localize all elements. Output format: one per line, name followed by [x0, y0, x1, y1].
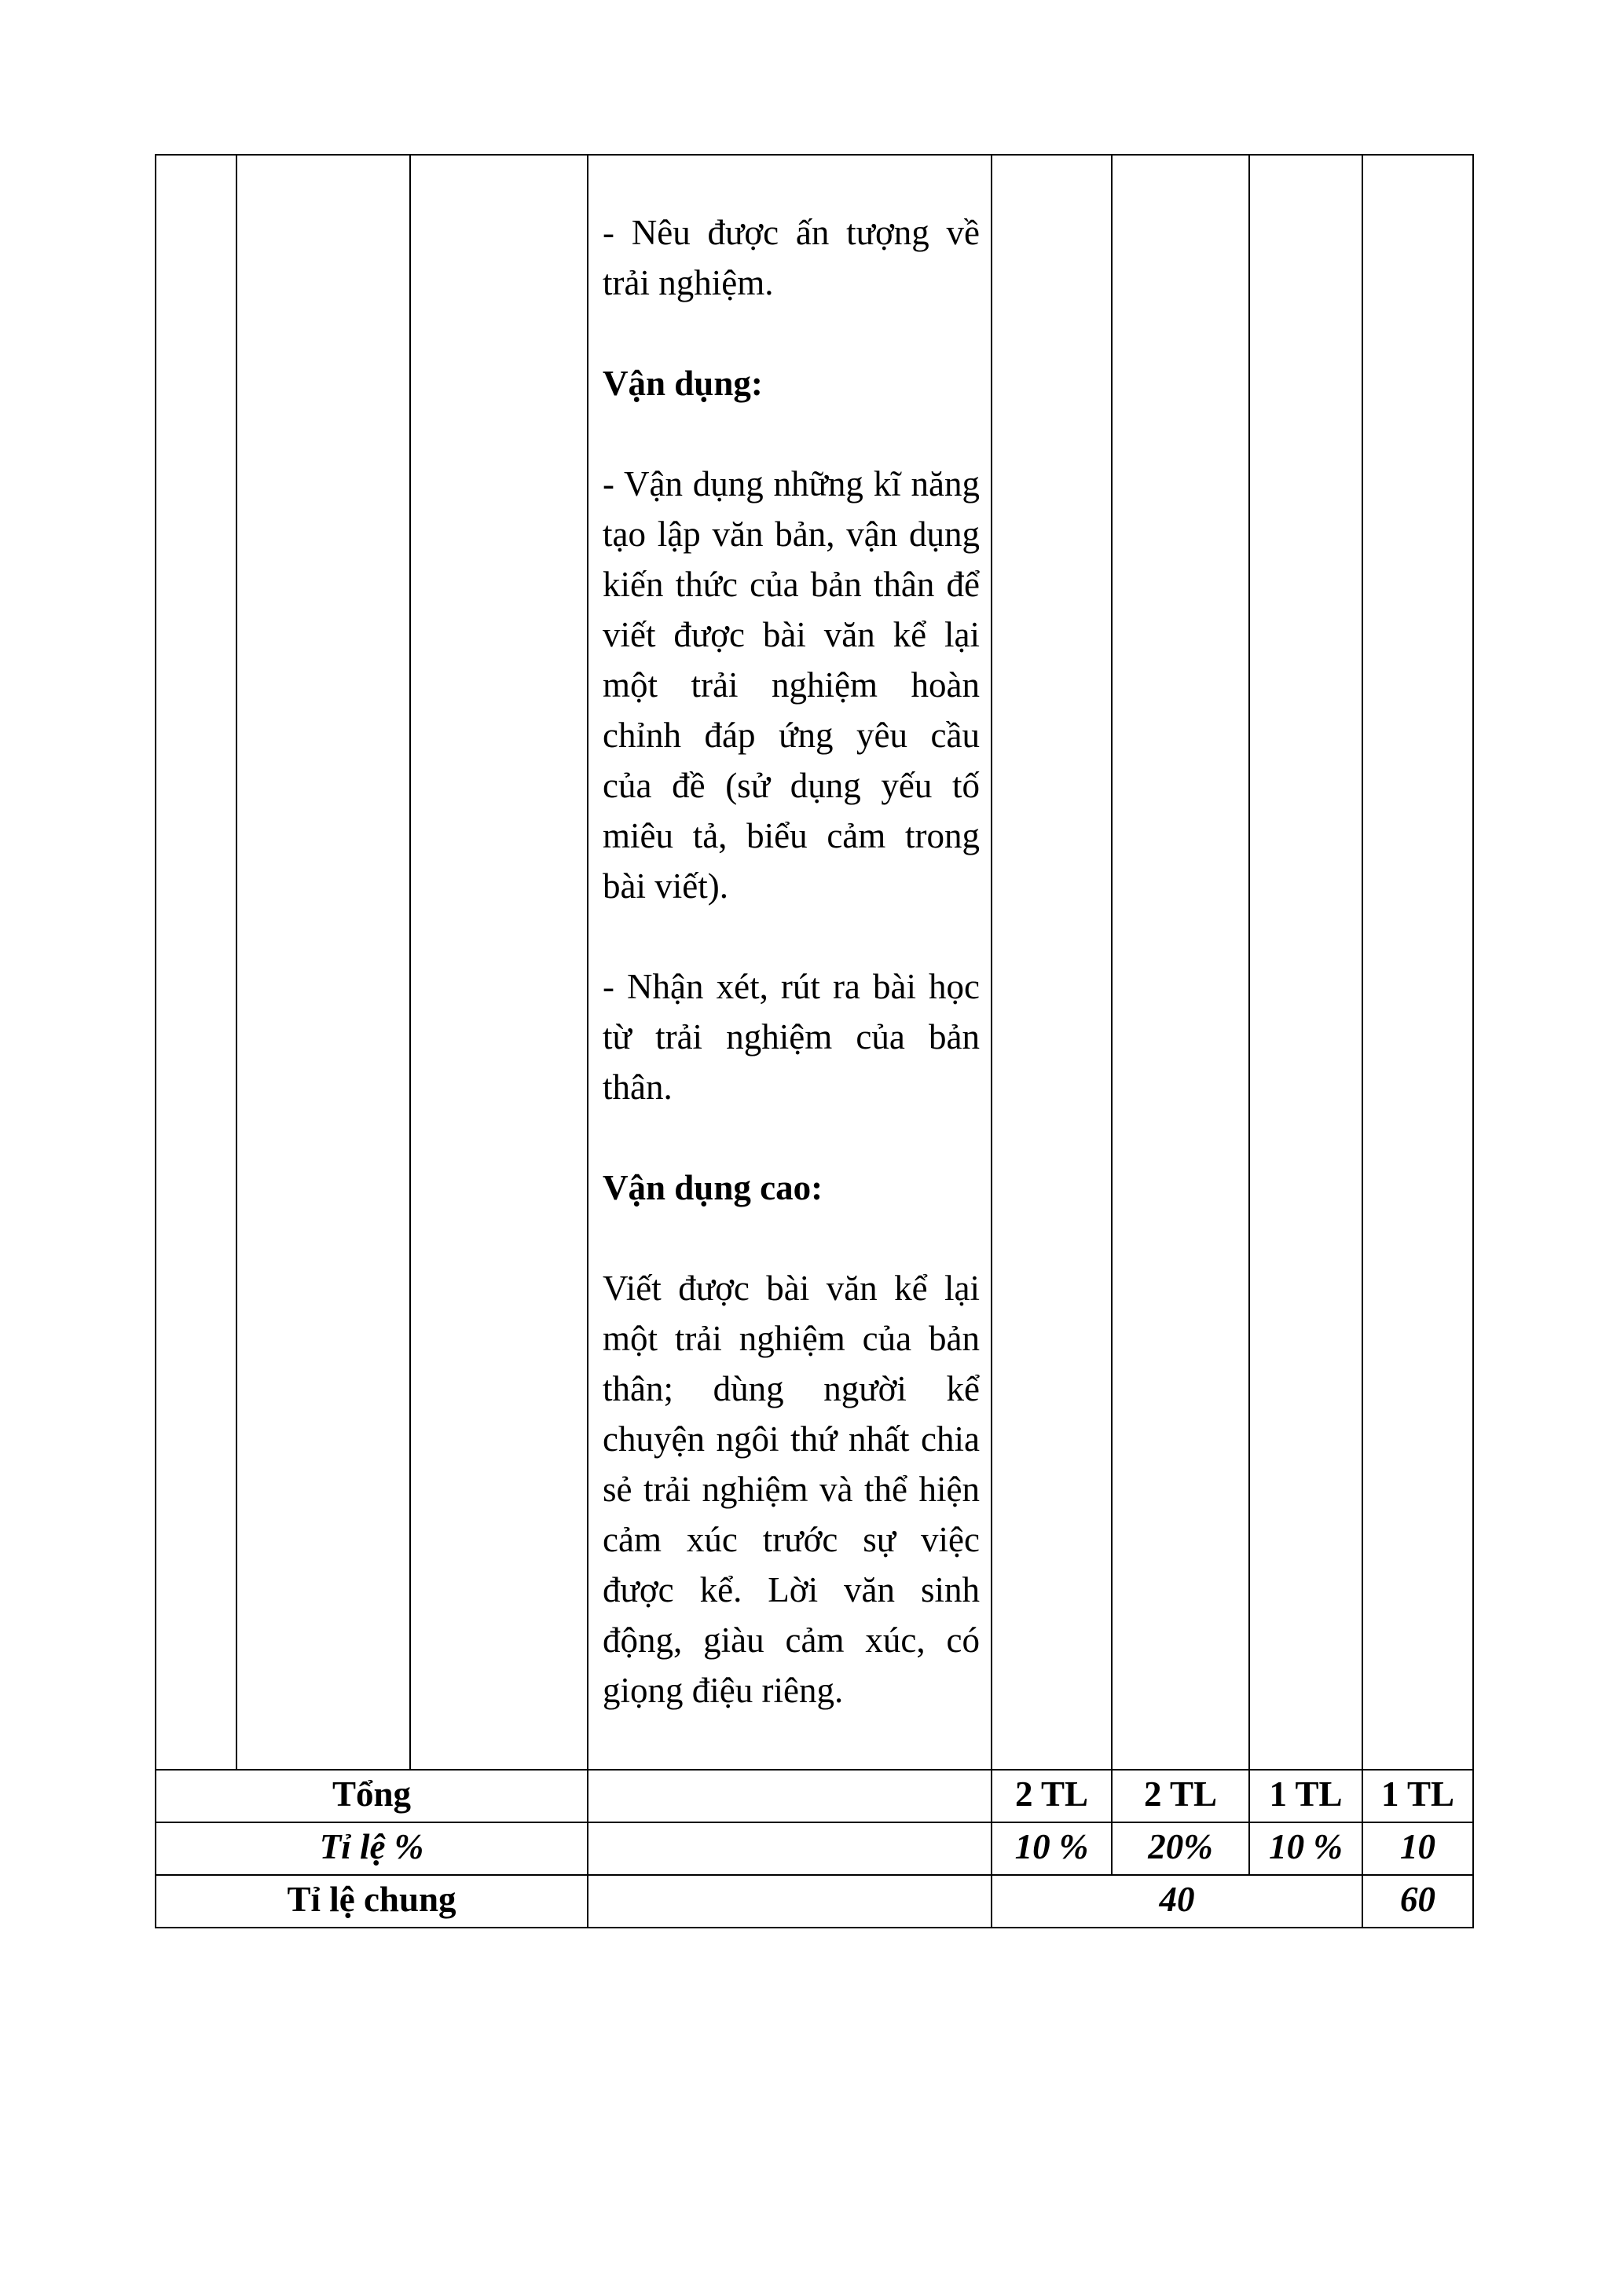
- total-label: Tổng: [156, 1770, 588, 1822]
- total-empty: [588, 1770, 992, 1822]
- ratio-label: Tỉ lệ %: [156, 1822, 588, 1875]
- ratio-c2: 20%: [1112, 1822, 1249, 1875]
- common-ratio-label: Tỉ lệ chung: [156, 1875, 588, 1928]
- total-c1: 2 TL: [992, 1770, 1112, 1822]
- cell-unit: [410, 155, 588, 1770]
- ratio-c3: 10 %: [1249, 1822, 1362, 1875]
- cell-description: [588, 155, 992, 1770]
- cell-index: [156, 155, 236, 1770]
- desc-heading-apply: Vận dụng:: [603, 364, 763, 403]
- common-ratio-empty: [588, 1875, 992, 1928]
- ratio-empty: [588, 1822, 992, 1875]
- common-ratio-left: 40: [992, 1875, 1362, 1928]
- common-ratio-right: 60: [1362, 1875, 1473, 1928]
- cell-level-2: [1112, 155, 1249, 1770]
- ratio-c4: 10: [1362, 1822, 1473, 1875]
- content-row: [156, 155, 1473, 1770]
- desc-para-2: - Vận dụng những kĩ năng tạo lập văn bản, vận dụng kiến thức của bản thân để viết được bài văn kể lại một trải nghiệm hoàn chỉnh đáp ứng yêu cầu của đề (sử dụng yếu tố miêu tả, biểu cảm trong bài viết).: [603, 464, 980, 906]
- desc-para-1: - Nêu được ấn tượng về trải nghiệm.: [603, 213, 980, 302]
- desc-para-3: - Nhận xét, rút ra bài học từ trải nghiệm của bản thân.: [603, 967, 980, 1107]
- desc-para-4: Viết được bài văn kể lại một trải nghiệm của bản thân; dùng người kể chuyện ngôi thứ nhất chia sẻ trải nghiệm và thể hiện cảm xúc trước sự việc được kể. Lời văn sinh động, giàu cảm xúc, có giọng điệu riêng.: [603, 1269, 980, 1710]
- ratio-c1: 10 %: [992, 1822, 1112, 1875]
- total-c3: 1 TL: [1249, 1770, 1362, 1822]
- total-c2: 2 TL: [1112, 1770, 1249, 1822]
- cell-level-3: [1249, 155, 1362, 1770]
- common-ratio-row: [156, 1875, 1473, 1928]
- description-text: [588, 156, 991, 1769]
- specification-table: [155, 154, 1474, 1928]
- cell-level-1: [992, 155, 1112, 1770]
- ratio-row: [156, 1822, 1473, 1875]
- cell-topic: [236, 155, 410, 1770]
- desc-heading-advanced: Vận dụng cao:: [603, 1168, 823, 1207]
- cell-level-4: [1362, 155, 1473, 1770]
- total-row: [156, 1770, 1473, 1822]
- total-c4: 1 TL: [1362, 1770, 1473, 1822]
